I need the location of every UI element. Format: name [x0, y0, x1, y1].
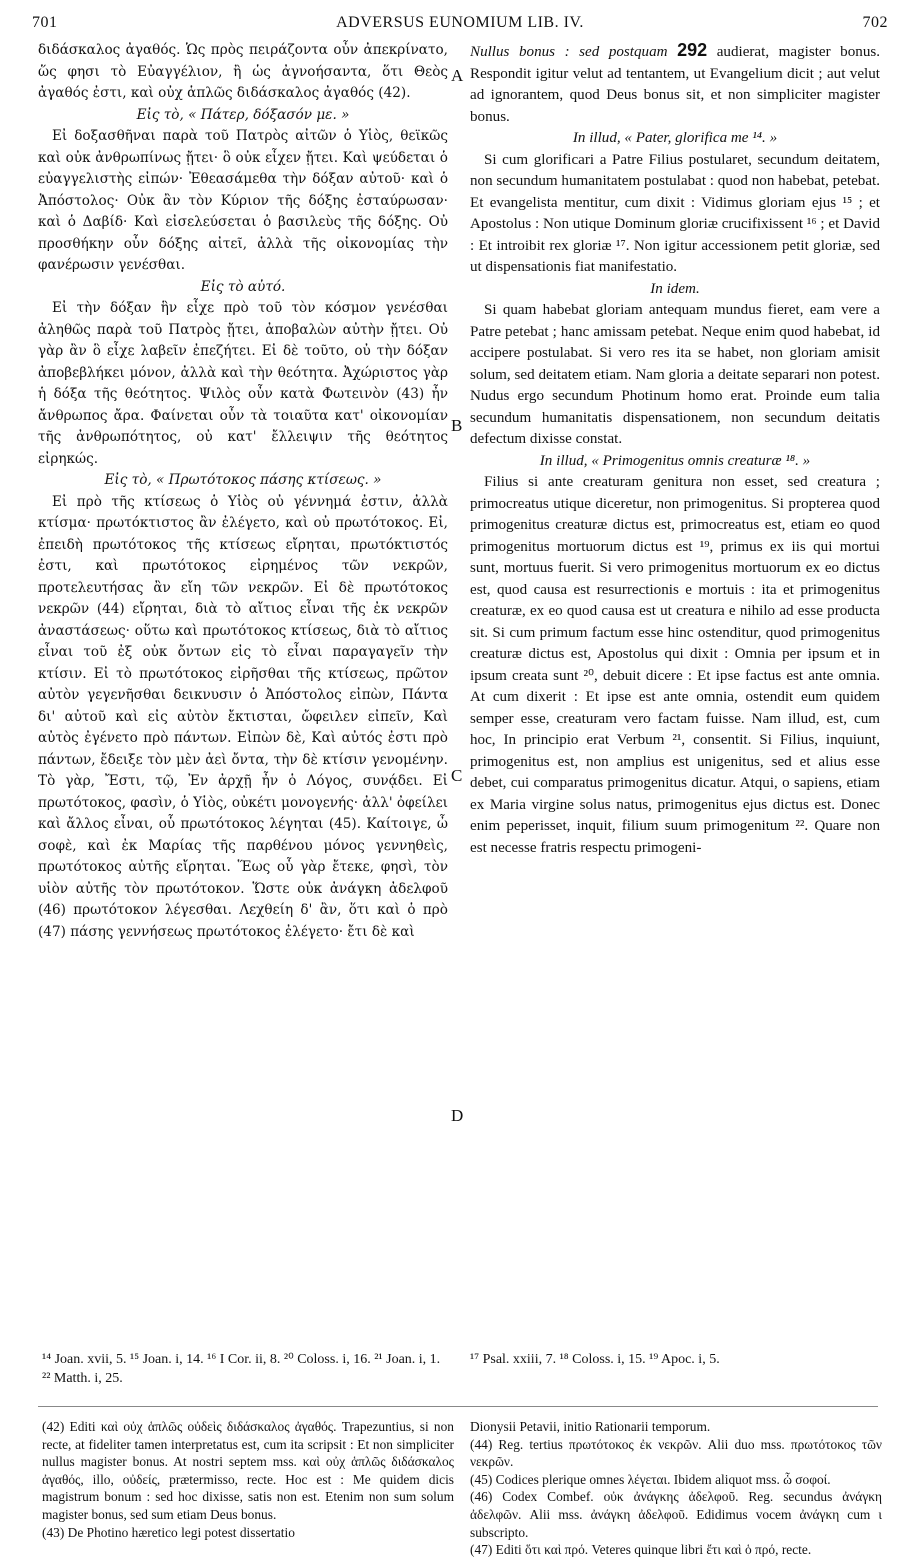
greek-paragraph: Εἰ δοξασθῆναι παρὰ τοῦ Πατρὸς αἰτῶν ὁ Υἱὸς, θεϊκῶς καὶ οὐκ ἀνθρωπίνως ᾔτει· ὃ οὐκ εἶχεν ᾔτει. Καὶ ψεύδεται ὁ εὐαγγελιστὴς εἰπών· Ἐθεασάμεθα τὴν δόξαν αὐτοῦ· καὶ ὁ Ἀπόστολος· Οὐκ ἂν τὸν Κύριον τῆς δόξης ἐσταύρωσαν· καὶ ὁ Δαβίδ· Καὶ εἰσελεύσεται ὁ βασιλεὺς τῆς δόξης. Οὐ προσθήκην οὖν δόξης αἰτεῖ, ἀλλὰ τῆς οἰκονομίας τὴν φανέρωσιν γενέσθαι.: [38, 128, 448, 273]
latin-column: [470, 40, 880, 1300]
latin-text: audierat, magister bonus. Respondit igitur velut ad tentantem, ut Evangelium dicit ; aut velut ad ignorantem, quod Deus bonus sit, et non simpliciter magister bonus.: [470, 44, 880, 125]
greek-heading: Εἰς τὸ, « Πρωτότοκος πάσης κτίσεως. »: [104, 472, 382, 488]
latin-quote: Nullus bonus : sed postquam: [470, 44, 668, 60]
greek-column: [38, 40, 448, 1300]
margin-letter-a: A: [451, 66, 464, 85]
scripture-references-right: ¹⁷ Psal. xxiii, 7. ¹⁸ Coloss. i, 15. ¹⁹ Apoc. i, 5.: [470, 1352, 720, 1367]
latin-heading: In idem.: [650, 280, 700, 297]
latin-heading: In illud, « Pater, glorifica me ¹⁴. »: [572, 130, 778, 146]
scripture-references-left: ¹⁴ Joan. xvii, 5. ¹⁵ Joan. i, 14. ¹⁶ I Cor. ii, 8. ²⁰ Coloss. i, 16. ²¹ Joan. i, 1. ²² Matth. i, 25.: [42, 1352, 441, 1386]
footnote-47: (47) Editi ὅτι καὶ πρό. Veteres quinque libri ἔτι καὶ ὁ πρό, recte.: [470, 1542, 812, 1558]
footnotes-left: [42, 1418, 454, 1541]
footnote-43-continued: Dionysii Petavii, initio Rationarii temporum.: [470, 1419, 711, 1434]
latin-paragraph: [470, 40, 880, 128]
latin-paragraph: Si cum glorificari a Patre Filius postularet, secundum deitatem, non secundum humanitatem postulabat : quod non habebat, petebat. Et evangelista mentitur, cum dixit : Vidimus gloriam ejus ¹⁵ ; et Apostolus : Non utique Dominum gloriæ crucifixissent ¹⁶ ; et David : Et introibit rex gloriæ ¹⁷. Non igitur accessionem petit gloriæ, sed ut dispensationis fiat manifestatio.: [470, 151, 880, 275]
footnote-44: (44) Reg. tertius πρωτότοκος ἐκ νεκρῶν. Alii duo mss. πρωτότοκος τῶν νεκρῶν.: [470, 1436, 882, 1470]
footnote-43: (43) De Photino hæretico legi potest dissertatio: [42, 1524, 295, 1540]
footnote-divider: [38, 1406, 878, 1407]
greek-heading: Εἰς τὸ, « Πάτερ, δόξασόν με. »: [136, 106, 350, 123]
running-title: ADVERSUS EUNOMIUM LIB. IV.: [336, 14, 584, 31]
page-number-right: 702: [862, 14, 888, 31]
latin-paragraph: Filius si ante creaturam genitura non esset, sed creatura ; primocreatus utique diceretur, non primogenitus. Si propterea quod primogenitus creaturæ dictus est, primocreatus est, etiam eo quod primogenitus mortuorum dictus est ¹⁹, primus ex iis qui mortui sunt, mortuus fuerit. Si vero primogenitus mortuorum ex eo dictus est, quod causa est resurrectionis e mortuis : ita et primogenitus creaturæ, ex eo quod causa est ut creatura e nihilo ad esse producta sit. Si cum primum factum esse hinc ostenditur, quod primogenitus creaturæ dictus est, Apostolus qui dixit : Omnia per ipsum et in ipsum creata sunt ²⁰, debuit dicere : Et ipse factus est ante omnia. At cum dixerit : Et ipse est ante omnia, ostendit eum quidem semper esse, creaturam vero factam fuisse. Nam illud, est, cum hoc, In principio erat Verbum ²¹, consentit. Si Filius, inquiunt, primogenitus est, non amplius est unigenitus, sed et alius esse debet, cui comparatus primogenitus dicatur. Atqui, o sapiens, etiam ex Maria virgine solus natus, primogenitus ejus dictus est. Donec enim peperisset, inquit, filium suum primogenitum ²². Quare non est necesse fratris respectu primogeni-: [470, 474, 880, 856]
greek-paragraph: Εἰ πρὸ τῆς κτίσεως ὁ Υἱὸς οὐ γέννημά ἐστιν, ἀλλὰ κτίσμα· πρωτόκτιστος ἂν ἐλέγετο, καὶ οὐ πρωτότοκος. Εἰ, ἐπειδὴ πρωτότοκος τῆς κτίσεως εἴρηται, πρωτόκτιστός ἐστι, καὶ πρωτότοκος εἰρημένος τῶν νεκρῶν, προτελευτήσας ἂν εἴη τῶν νεκρῶν. Εἰ δὲ πρωτότοκος νεκρῶν (44) εἴρηται, διὰ τὸ αἴτιος εἶναι τῆς ἐκ νεκρῶν ἀναστάσεως· οὕτω καὶ πρωτότοκος κτίσεως, διὰ τὸ αἴτιος εἶναι τοῦ ἐξ οὐκ ὄντων εἰς τὸ εἶναι παραγαγεῖν τὴν κτίσιν. Εἰ τὸ πρωτότοκος εἰρῆσθαι τῆς κτίσεως, πρῶτον αὐτὸν γεγενῆσθαι δεικνυσιν ὁ Ἀπόστολος εἰπὼν, Πάντα δι' αὐτοῦ καὶ εἰς αὐτὸν ἔκτισται, ὤφειλεν εἰπεῖν, Καὶ αὐτὸς ἐγένετο πρὸ πάντων. Εἰπὼν δὲ, Καὶ αὐτός ἐστι πρὸ πάντων, ἔδειξε τὸν μὲν ἀεὶ ὄντα, τὴν δὲ κτίσιν γενομένην. Τὸ γὰρ, Ἔστι, τῷ, Ἐν ἀρχῇ ἦν ὁ Λόγος, συνᾴδει. Εἰ πρωτότοκος, φασὶν, ὁ Υἱὸς, οὐκέτι μονογενής· ἀλλ' ὀφείλει καὶ ἄλλος εἶναι, οὗ πρωτότοκος λέγηται (45). Καίτοιγε, ὦ σοφὲ, καὶ ἐκ Μαρίας τῆς παρθένου μόνος γεννηθεὶς, πρωτότοκος αὐτῆς εἴρηται. Ἕως οὗ γὰρ ἔτεκε, φησὶ, τὸν υἱὸν αὐτῆς τὸν πρωτότοκον. Ὥστε οὐκ ἀνάγκη ἀδελφοῦ (46) πρωτότοκον λέγεσθαι. Λεχθείη δ' ἂν, ὅτι καὶ ὁ πρὸ (47) πάσης γεννήσεως πρωτότοκος ἐλέγετο· ἔτι δὲ καὶ: [38, 493, 448, 940]
page-number-left: 701: [32, 14, 58, 31]
greek-heading: Εἰς τὸ αὐτό.: [200, 278, 286, 295]
margin-letter-c: C: [451, 766, 463, 785]
footnote-46: (46) Codex Combef. οὐκ ἀνάγκης ἀδελφοῦ. Reg. secundus ἀνάγκη ἀδελφῶν. Alii mss. ἀνάγκη ἀδελφοῦ. Edidimus vocem ἀνάγκη cum ι subscripto.: [470, 1489, 882, 1540]
margin-letter-b: B: [451, 416, 463, 435]
footnote-45: (45) Codices plerique omnes λέγεται. Ibidem aliquot mss. ὦ σοφοί.: [470, 1471, 831, 1487]
latin-heading: In illud, « Primogenitus omnis creaturæ ¹⁸. »: [539, 452, 811, 469]
greek-paragraph: διδάσκαλος ἀγαθός. Ὡς πρὸς πειράζοντα οὖν ἀπεκρίνατο, ὥς φησι τὸ Εὐαγγέλιον, ἢ ὡς ἀγνοήσαντα, ὅτι Θεὸς ἀγαθός ἐστι, καὶ οὐχ ἁπλῶς διδάσκαλος ἀγαθός (42).: [38, 42, 448, 101]
footnotes-right: [470, 1418, 882, 1559]
latin-paragraph: Si quam habebat gloriam antequam mundus fieret, eam vere a Patre petebat ; hanc amissam petebat. Neque enim quod habebat, id accipere postulabat. Si vero res ita se habet, non gloriam amisit solum, sed deitatem etiam. Nam gloria a deitate separari non potest. Nudus ergo secundum Photinum homo erat. Proinde eum talia secundum humanitatis dispensationem, non secundum deitatis defectum dixisse constat.: [470, 302, 880, 447]
footnote-42: (42) Editi καὶ οὐχ ἁπλῶς οὐδεὶς διδάσκαλος ἀγαθός. Trapezuntius, si non recte, at fideliter tamen interpretatus est, cum ita scripsit : Et non simpliciter nullus magister bonus. At nostri septem mss. καὶ οὐχ ἁπλῶς διδάσκαλος ἀγαθός, illo, οὐδείς, prætermisso, recte. Hoc est : Me quidem dicis magistrum bonum : sed hoc dixisse, satis non est. Etenim non sum solum magister bonus, sed sum etiam Deus bonus.: [42, 1419, 454, 1522]
margin-letter-d: D: [451, 1106, 464, 1125]
column-number: 292: [677, 40, 708, 60]
running-header: [32, 10, 888, 34]
greek-paragraph: Εἰ τὴν δόξαν ἣν εἶχε πρὸ τοῦ τὸν κόσμον γενέσθαι ἀληθῶς παρὰ τοῦ Πατρὸς ᾔτει, ἀποβαλὼν αὐτὴν ᾔτει. Οὐ γὰρ ἂν ὃ εἶχε λαβεῖν ἐπεζήτει. Εἰ δὲ τοῦτο, οὐ τὴν δόξαν ἀποβεβλήκει μόνον, ἀλλὰ καὶ τὴν θεότητα. Ἀχώριστος γὰρ ἡ δόξα τῆς θεότητος. Ψιλὸς οὖν κατὰ Φωτεινὸν (43) ἦν ἄνθρωπος ἄρα. Φαίνεται οὖν τὰ τοιαῦτα κατ' οἰκονομίαν τῆς ἀνθρωπότητος, οὐ κατ' ἔλλειψιν τῆς θεότητος εἰρηκώς.: [38, 300, 448, 467]
